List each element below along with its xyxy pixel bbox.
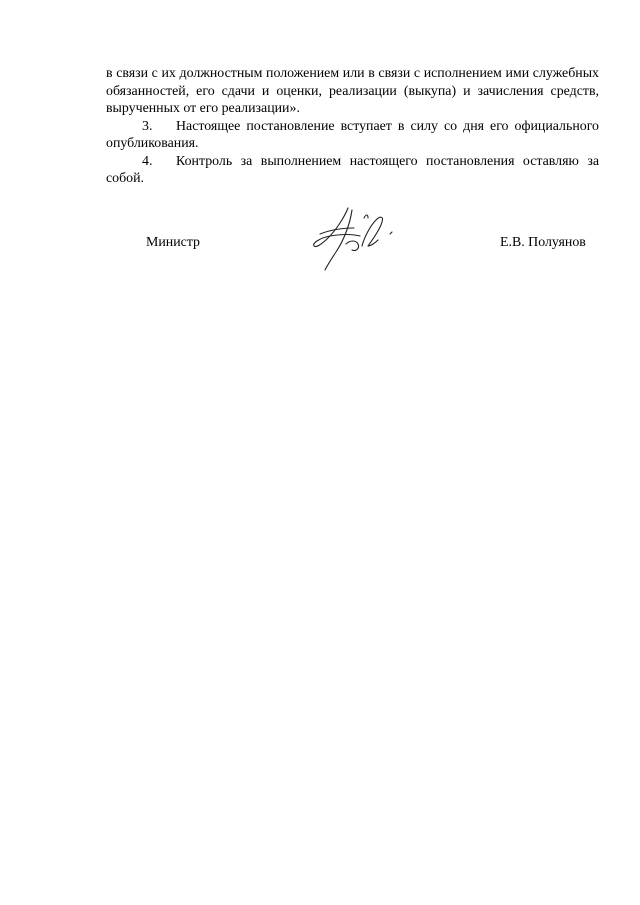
handwritten-signature <box>308 200 404 276</box>
item-text: Контроль за выполнением настоящего постановления оставляю за собой. <box>106 153 599 186</box>
signatory-title: Министр <box>146 235 201 250</box>
document-body <box>106 65 599 188</box>
signatory-name: Е.В. Полуянов <box>500 235 586 250</box>
item-number: 3. <box>142 118 153 134</box>
list-item <box>106 118 599 153</box>
paragraph-continuation: в связи с их должностным положением или в связи с исполнением ими служебных обязанностей, его сдачи и оценки, реализации (выкупа) и зачисления средств, вырученных от его реализации». <box>106 66 599 116</box>
item-number: 4. <box>142 153 153 169</box>
item-text: Настоящее постановление вступает в силу со дня его официального опубликования. <box>106 118 599 151</box>
list-item <box>106 153 599 188</box>
